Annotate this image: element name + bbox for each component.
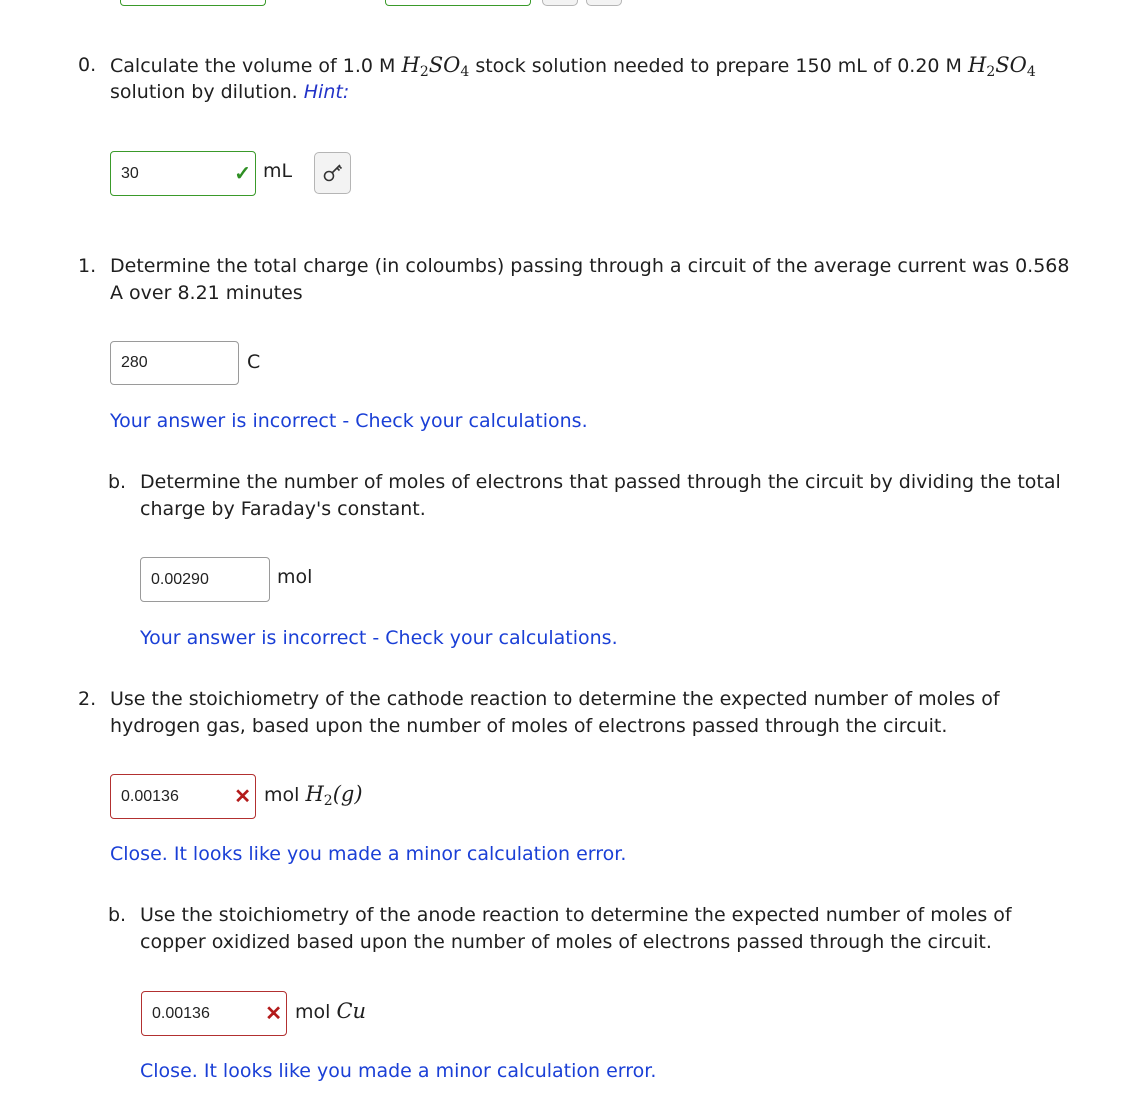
- h2-gas-formula: $H_2(g)$: [305, 782, 363, 809]
- hint-link[interactable]: Hint:: [303, 81, 350, 103]
- question-2-answer-value: 0.00136: [121, 787, 179, 805]
- previous-answer-input-2[interactable]: [385, 0, 531, 6]
- cross-icon: ✕: [234, 785, 251, 808]
- question-0-number: 0.: [78, 54, 97, 76]
- question-2b-unit: mol Cu: [295, 999, 367, 1023]
- question-2b-label: b.: [108, 904, 127, 926]
- key-button[interactable]: [314, 152, 351, 194]
- question-1-number: 1.: [78, 255, 97, 277]
- question-2b-line1: Use the stoichiometry of the anode reaction to determine the expected number of moles of: [140, 904, 1012, 926]
- question-1-unit: C: [247, 351, 261, 373]
- question-0-text-middle: stock solution needed to prepare 150 mL of 0.20 M: [475, 55, 962, 77]
- question-1-answer-input[interactable]: [110, 341, 239, 385]
- question-2b-answer-value: 0.00136: [152, 1004, 210, 1022]
- previous-answer-input[interactable]: [120, 0, 266, 6]
- question-0-unit: mL: [263, 160, 293, 182]
- question-2-line1: Use the stoichiometry of the cathode reaction to determine the expected number of moles of: [110, 688, 1000, 710]
- question-1b-line1: Determine the number of moles of electrons that passed through the circuit by dividing the total: [140, 471, 1061, 493]
- question-2-unit: mol $H_2(g)$: [264, 782, 363, 809]
- question-0-line1: [110, 52, 1036, 80]
- question-2b-answer-input[interactable]: [141, 991, 287, 1036]
- question-1b-answer-value: 0.00290: [151, 570, 209, 588]
- cross-icon: ✕: [265, 1002, 282, 1025]
- checkmark-icon: ✓: [234, 162, 251, 185]
- h2so4-formula: $H_2SO_4$: [401, 53, 470, 80]
- question-1-line1: Determine the total charge (in coloumbs) passing through a circuit of the average current was 0.568: [110, 255, 1070, 277]
- question-1b-answer-input[interactable]: [140, 557, 270, 602]
- cu-formula: Cu: [336, 999, 367, 1023]
- question-1b-line2: charge by Faraday's constant.: [140, 498, 426, 520]
- question-1-answer-value: 280: [121, 354, 148, 371]
- question-1b-label: b.: [108, 471, 127, 493]
- question-0-answer-value: 30: [121, 164, 139, 182]
- question-1b-unit: mol: [277, 566, 313, 588]
- question-2-line2: hydrogen gas, based upon the number of moles of electrons passed through the circuit.: [110, 715, 948, 737]
- question-2-answer-input[interactable]: [110, 774, 256, 819]
- question-2b-feedback: Close. It looks like you made a minor calculation error.: [140, 1060, 657, 1082]
- h2so4-formula-2: $H_2SO_4$: [967, 53, 1036, 80]
- question-1-line2: A over 8.21 minutes: [110, 282, 303, 304]
- question-2b-line2: copper oxidized based upon the number of moles of electrons passed through the circuit.: [140, 931, 992, 953]
- question-0-text-line2: solution by dilution.: [110, 81, 298, 103]
- key-icon: [322, 162, 344, 184]
- question-0-text-before: Calculate the volume of 1.0 M: [110, 55, 396, 77]
- question-0-answer-input[interactable]: [110, 151, 256, 196]
- question-1-feedback: Your answer is incorrect - Check your calculations.: [110, 410, 588, 432]
- question-2-feedback: Close. It looks like you made a minor calculation error.: [110, 843, 627, 865]
- question-1b-feedback: Your answer is incorrect - Check your calculations.: [140, 627, 618, 649]
- question-0-line2: [110, 79, 349, 106]
- previous-help-button[interactable]: [586, 0, 622, 6]
- previous-key-button[interactable]: [542, 0, 578, 6]
- question-2-number: 2.: [78, 688, 97, 710]
